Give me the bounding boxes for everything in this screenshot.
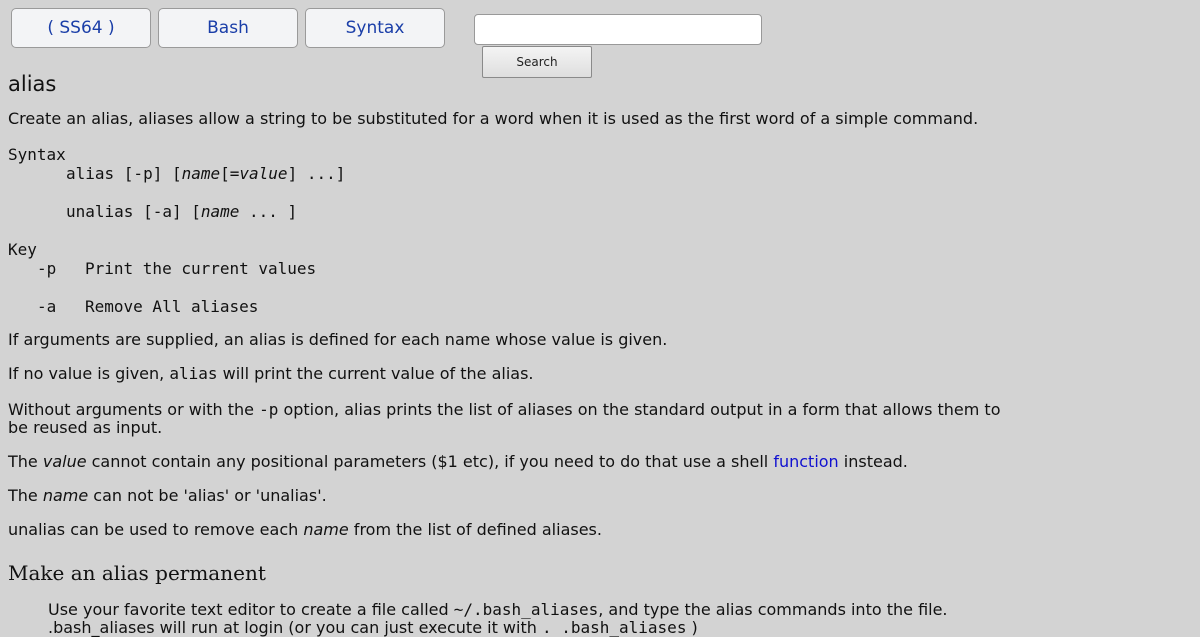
- paragraph-arguments: If arguments are supplied, an alias is defined for each name whose value is given.: [8, 330, 668, 349]
- syntax-alias-line: [66, 165, 345, 183]
- syntax-unalias-cmd: unalias [-a] [: [66, 202, 201, 221]
- para5-text-a: The: [8, 486, 43, 505]
- paragraph-no-value: [8, 365, 534, 383]
- function-link[interactable]: function: [773, 452, 839, 471]
- para2-text-b: will print the current value of the alias.: [217, 364, 534, 383]
- search-button[interactable]: Search: [482, 46, 592, 78]
- syntax-unalias-end: ... ]: [239, 202, 298, 221]
- paragraph-name: [8, 487, 327, 505]
- syntax-alias-value: value: [239, 164, 288, 183]
- syntax-alias-cmd: alias [-p] [: [66, 164, 182, 183]
- page-title: alias: [8, 72, 57, 96]
- paragraph-without-arguments: [8, 401, 1008, 437]
- para2-code: alias: [169, 364, 218, 383]
- syntax-alias-name: name: [181, 164, 221, 183]
- para5-text-b: can not be 'alias' or 'unalias'.: [88, 486, 327, 505]
- key-a-desc: Remove All aliases: [85, 297, 259, 316]
- perm1-text-b: , and type the alias commands into the file.: [598, 600, 948, 619]
- nav-bash-button[interactable]: Bash: [158, 8, 298, 48]
- description: Create an alias, aliases allow a string to be substituted for a word when it is used as the first word of a simple command.: [8, 109, 979, 128]
- para3-text-b: option, alias prints the list of aliases on the standard output in a form that allows them to be reused as input.: [8, 400, 1001, 437]
- perm2-text-b: ): [686, 618, 698, 637]
- key-a-flag: -a: [37, 297, 57, 316]
- para4-text-a: The: [8, 452, 43, 471]
- para3-code: -p: [259, 400, 279, 419]
- perm2-text-a: .bash_aliases will run at login (or you can just execute it with: [48, 618, 542, 637]
- syntax-heading: Syntax: [8, 145, 66, 164]
- para6-em: name: [303, 520, 349, 539]
- permanent-line-2: [48, 619, 698, 637]
- syntax-alias-eq: [=: [220, 164, 240, 183]
- perm1-text-a: Use your favorite text editor to create a file called: [48, 600, 454, 619]
- syntax-unalias-name: name: [200, 202, 240, 221]
- para2-text-a: If no value is given,: [8, 364, 170, 383]
- key-p-flag: -p: [37, 259, 57, 278]
- nav-syntax-button[interactable]: Syntax: [305, 8, 445, 48]
- para6-text-b: from the list of defined aliases.: [348, 520, 602, 539]
- syntax-alias-end: ] ...]: [287, 164, 346, 183]
- search-input[interactable]: [474, 14, 762, 45]
- perm1-code: ~/.bash_aliases: [453, 600, 599, 619]
- para4-text-c: instead.: [838, 452, 908, 471]
- para5-em: name: [42, 486, 89, 505]
- permanent-line-1: [48, 601, 948, 619]
- nav-ss64-button[interactable]: ( SS64 ): [11, 8, 151, 48]
- perm2-code: . .bash_aliases: [541, 618, 687, 637]
- para6-text-a: unalias can be used to remove each: [8, 520, 304, 539]
- key-heading: Key: [8, 240, 37, 259]
- section-heading-permanent: Make an alias permanent: [8, 561, 266, 585]
- key-p-desc: Print the current values: [85, 259, 317, 278]
- para4-text-b: cannot contain any positional parameters ($1 etc), if you need to do that use a shell: [86, 452, 774, 471]
- paragraph-value: [8, 453, 908, 471]
- paragraph-unalias: [8, 521, 602, 539]
- syntax-unalias-line: [66, 203, 297, 221]
- para4-em: value: [42, 452, 87, 471]
- para3-text-a: Without arguments or with the: [8, 400, 260, 419]
